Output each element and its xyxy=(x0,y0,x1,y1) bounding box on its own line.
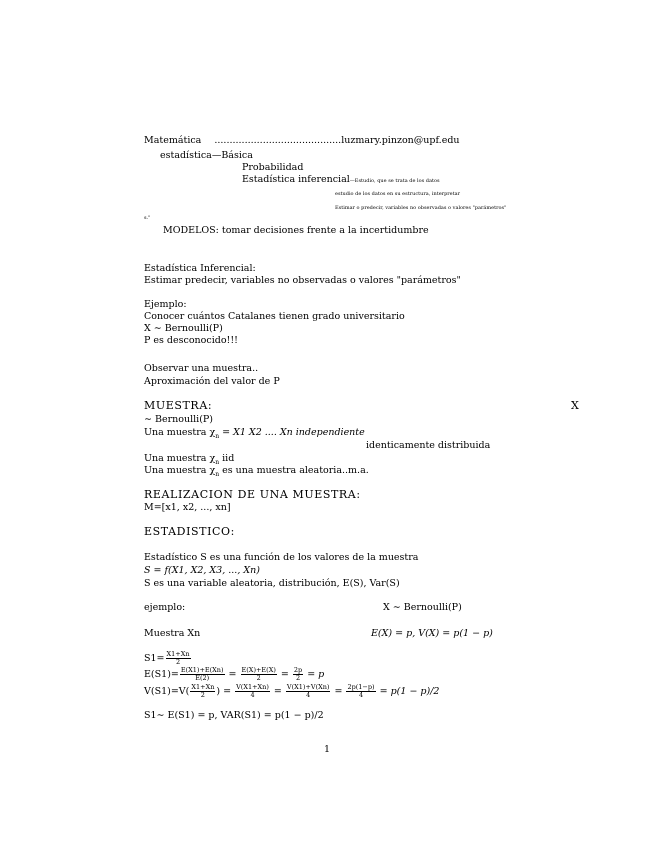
formula-s1-den: 2 xyxy=(175,658,181,666)
outline-models: MODELOS: tomar decisiones frente a la incertidumbre xyxy=(163,225,429,236)
estadistico-line-2: S = f(X1, X2, X3, ..., Xn) xyxy=(144,565,260,576)
formula-es1: E(S1)= $\frac{E(X1)+E(Xn)}{E(2)}$ = $\frac{E(X)+E(X)}{2}$ = $\frac{2p}{2}$ = p xyxy=(144,666,325,682)
outline-inferential xyxy=(242,174,440,186)
outline-inferential-label: Estadística inferencial xyxy=(242,174,350,185)
muestra-line-1-sub: n xyxy=(215,432,220,440)
formula-s1-frac xyxy=(166,651,191,666)
muestra-x: X xyxy=(571,399,580,412)
outline-stat-basic: estadística—Básica xyxy=(160,150,253,161)
formula-vs1-frac-3 xyxy=(286,684,331,699)
muestra-line-4-c: es una muestra aleatoria..m.a. xyxy=(219,465,369,476)
dot-leader: .......................................... xyxy=(214,135,342,146)
inferential-desc: Estimar predecir, variables no observadas o valores "parámetros" xyxy=(144,275,461,286)
formula-vs1-frac-2 xyxy=(235,684,270,699)
muestra-line-4-a: Una muestra χ xyxy=(144,465,216,476)
formula-vs1-f3-den: 4 xyxy=(306,691,311,699)
formula-vs1-tail: = p(1 − p)/2 xyxy=(379,686,440,697)
formula-summary: S1∼ E(S1) = p, VAR(S1) = p(1 − p)/2 xyxy=(144,710,324,721)
outline-note-1: —Estudio, que se trata de los datos xyxy=(349,178,440,184)
formula-vs1-f4-num: 2p(1−p) xyxy=(347,683,375,691)
muestra-line-1-a: Una muestra χ xyxy=(144,427,216,438)
estadistico-line-3: S es una variable aleatoria, distribución, E(S), Var(S) xyxy=(144,578,400,589)
formula-es1-f2-den: 2 xyxy=(256,674,261,682)
realizacion-title: REALIZACION DE UNA MUESTRA: xyxy=(144,488,361,501)
email: luzmary.pinzon@upf.edu xyxy=(341,135,460,146)
estadistico-title: ESTADISTICO: xyxy=(144,525,235,538)
muestra-line-1-c: = X1 X2 .... Xn independiente xyxy=(219,427,365,438)
formula-es1-f3-num: 2p xyxy=(293,666,303,674)
header-line xyxy=(144,135,460,147)
formula-vs1-f3-num: V(X1)+V(Xn) xyxy=(286,683,330,691)
formula-s1-lhs: S1= xyxy=(144,653,165,664)
formula-vs1-frac-4 xyxy=(346,684,375,699)
outline-note-2: estudio de los datos en su estructura, interpretar xyxy=(335,191,460,197)
formula-es1-f1-den: E(2) xyxy=(195,674,210,682)
muestra-line-3-c: iid xyxy=(219,453,235,464)
page-number: 1 xyxy=(324,744,331,755)
formula-vs1-f4-den: 4 xyxy=(358,691,364,699)
outline-note-3: Estimar o predecir, variables no observadas o valores "parámetros" xyxy=(335,205,507,211)
muestra-line-4-sub: n xyxy=(215,470,220,478)
formula-es1-tail: = p xyxy=(307,669,325,680)
muestra-line-1 xyxy=(144,427,365,443)
ejemplo2-ev: E(X) = p, V(X) = p(1 − p) xyxy=(371,628,493,639)
ejemplo2-muestra: Muestra Xn xyxy=(144,628,201,639)
formula-es1-frac-2 xyxy=(241,667,277,682)
formula-vs1-lhs: V(S1)=V( xyxy=(144,686,190,697)
ejemplo2-right: X ∼ Bernoulli(P) xyxy=(383,602,462,613)
muestra-title: MUESTRA: xyxy=(144,399,213,412)
inferential-title: Estadística Inferencial: xyxy=(144,263,256,274)
outline-note-tail: s." xyxy=(144,215,151,221)
formula-vs1-frac-1 xyxy=(190,684,215,699)
formula-s1-num: X1+Xn xyxy=(166,650,190,658)
muestra-line-3-sub: n xyxy=(215,458,220,466)
estadistico-line-1: Estadístico S es una función de los valores de la muestra xyxy=(144,552,419,563)
outline-probability: Probabilidad xyxy=(242,162,304,173)
muestra-bernoulli: ∼ Bernoulli(P) xyxy=(144,414,214,425)
formula-es1-frac-3 xyxy=(293,667,303,682)
formula-vs1-f2-num: V(X1+Xn) xyxy=(236,683,269,691)
formula-vs1-f2-den: 4 xyxy=(250,691,255,699)
example-line-1: Conocer cuántos Catalanes tienen grado universitario xyxy=(144,311,405,322)
muestra-line-3-a: Una muestra χ xyxy=(144,453,216,464)
subject: Matemática xyxy=(144,135,202,146)
formula-vs1-mid: ) = xyxy=(216,686,232,697)
observe-line-2: Aproximación del valor de P xyxy=(144,376,280,387)
formula-es1-f3-den: 2 xyxy=(295,674,301,682)
example-title: Ejemplo: xyxy=(144,299,187,310)
formula-vs1-f1-num: X1+Xn xyxy=(191,683,215,691)
example-line-2: X ∼ Bernoulli(P) xyxy=(144,323,223,334)
formula-es1-lhs: E(S1)= xyxy=(144,669,179,680)
formula-vs1-f1-den: 2 xyxy=(200,691,205,699)
formula-s1 xyxy=(144,651,192,666)
formula-es1-f2-num: E(X)+E(X) xyxy=(241,666,276,674)
formula-es1-f1-num: E(X1)+E(Xn) xyxy=(180,666,224,674)
example-line-3: P es desconocido!!! xyxy=(144,335,238,346)
formula-es1-frac-1 xyxy=(180,667,225,682)
observe-line-1: Observar una muestra.. xyxy=(144,363,259,374)
muestra-line-4 xyxy=(144,465,369,481)
formula-vs1: V(S1)=V( $\frac{X1+Xn}{2}$ ) = $\frac{V(X1+Xn)}{4}$ = $\frac{V(X1)+V(Xn)}{4}$ = $\frac{2p(1-p)}{4}$ = p(1 − p)/2 xyxy=(144,683,440,699)
muestra-line-2: identicamente distribuida xyxy=(366,440,491,451)
realizacion-line: M=[x1, x2, ..., xn] xyxy=(144,502,231,513)
ejemplo2-left: ejemplo: xyxy=(144,602,186,613)
